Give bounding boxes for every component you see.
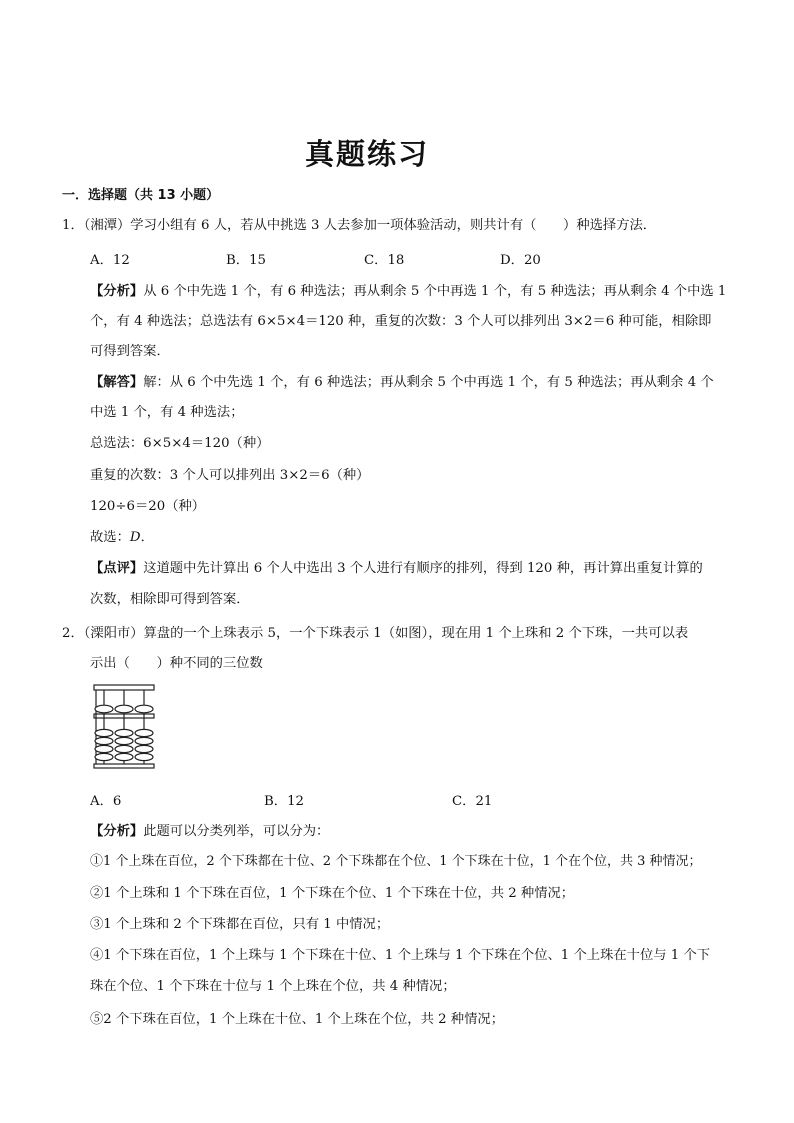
analysis-tag: 【分析】 [90,284,144,299]
q2-case-4-line-2: 珠在个位、1 个下珠在十位与 1 个上珠在个位，共 4 种情况； [90,979,456,994]
q2-case-3: ③1 个上珠和 2 个下珠都在百位，只有 1 中情况； [90,917,390,932]
q1-answer-line-4: 重复的次数：3 个人可以排列出 3×2＝6（种） [90,468,370,483]
q1-option-b: B．15 [226,253,266,268]
q1-answer-line-3: 总选法：6×5×4＝120（种） [90,436,270,451]
abacus-figure [90,682,158,772]
q1-comment-line-1: 【点评】这道题中先计算出 6 个人中选出 3 个人进行有顺序的排列，得到 120 种，再计算出重复计算的 [90,561,703,576]
q1-answer-line-5: 120÷6＝20（种） [90,499,206,514]
q2-option-a: A．6 [90,794,122,809]
q1-analysis-line-3: 可得到答案． [90,344,170,359]
choice-letter: D [129,530,141,545]
q1-option-a: A．12 [90,253,130,268]
q1-answer-line-2: 中选 1 个，有 4 种选法； [90,405,244,420]
q2-case-2: ②1 个上珠和 1 个下珠在百位，1 个下珠在个位、1 个下珠在十位，共 2 种情况； [90,886,575,901]
page-title: 真题练习 [304,137,429,171]
q1-option-d: D．20 [500,253,541,268]
q1-option-c: C．18 [364,253,405,268]
q2-option-b: B．12 [264,794,304,809]
q2-stem-line-1: 2．（溧阳市）算盘的一个上珠表示 5，一个下珠表示 1（如图），现在用 1 个上珠和 2 个下珠，一共可以表 [62,626,689,641]
q1-stem: 1．（湘潭）学习小组有 6 人，若从中挑选 3 人去参加一项体验活动，则共计有（ ）种选择方法． [62,218,657,233]
q2-case-1: ①1 个上珠在百位，2 个下珠都在十位、2 个下珠都在个位、1 个下珠在十位，1 个在个位，共 3 种情况； [90,854,702,869]
q2-option-c: C．21 [452,794,493,809]
q2-analysis-intro: 【分析】此题可以分类列举，可以分为： [90,824,330,839]
answer-tag: 【解答】 [90,375,144,390]
q1-analysis-line-1: 【分析】从 6 个中先选 1 个，有 6 种选法；再从剩余 5 个中再选 1 个，有 5 种选法；再从剩余 4 个中选 1 [90,284,727,299]
q1-comment-line-2: 次数，相除即可得到答案． [90,592,250,607]
q2-case-4-line-1: ④1 个下珠在百位，1 个上珠与 1 个下珠在十位、1 个上珠与 1 个下珠在个位、1 个上珠在十位与 1 个下 [90,948,711,963]
analysis-tag: 【分析】 [90,824,144,839]
section-heading: 一．选择题（共 13 小题） [62,188,220,203]
q2-stem-line-2: 示出（ ）种不同的三位数 [90,656,263,671]
q1-answer-line-1: 【解答】解：从 6 个中先选 1 个，有 6 种选法；再从剩余 5 个中再选 1 个，有 5 种选法；再从剩余 4 个 [90,375,714,390]
q2-case-5: ⑤2 个下珠在百位，1 个上珠在十位、1 个上珠在个位，共 2 种情况； [90,1012,504,1027]
q1-analysis-line-2: 个，有 4 种选法；总选法有 6×5×4＝120 种，重复的次数：3 个人可以排列出 3×2＝6 种可能，相除即 [90,314,712,329]
comment-tag: 【点评】 [90,561,144,576]
q1-choice: 故选：D． [90,530,154,545]
